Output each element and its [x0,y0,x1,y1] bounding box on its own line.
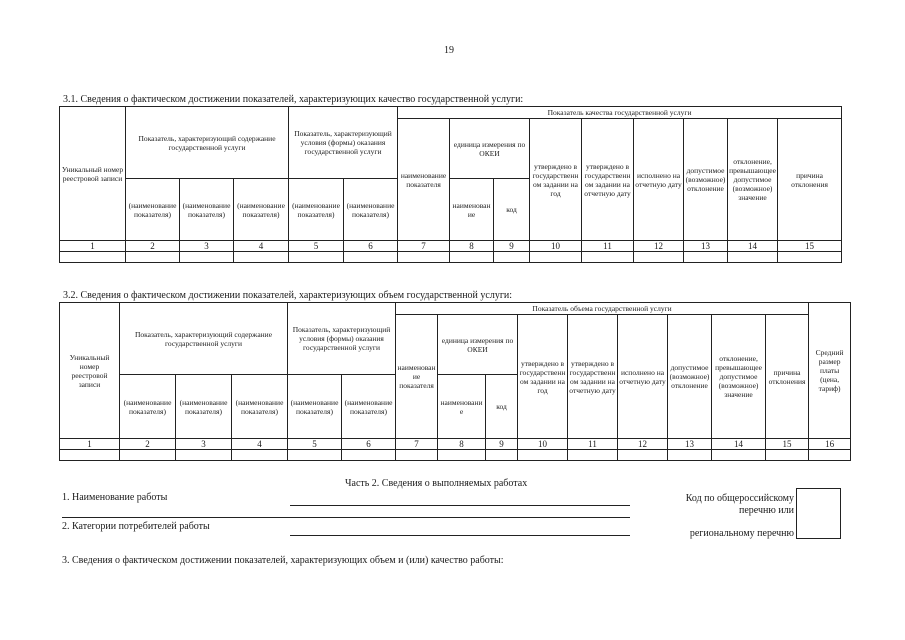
col-number: 9 [486,439,518,450]
data-cell[interactable] [582,252,634,263]
col-unit: единица измерения по ОКЕИ [438,315,518,375]
col-number: 8 [450,241,494,252]
code-box[interactable] [796,488,841,539]
work-name-line[interactable] [290,505,630,506]
data-cell[interactable] [120,450,176,461]
col-number: 2 [120,439,176,450]
data-cell[interactable] [234,252,289,263]
col-unit: единица измерения по ОКЕИ [450,119,530,179]
data-cell[interactable] [289,252,344,263]
col-number: 3 [180,241,234,252]
col-name: наименование показателя [398,119,450,241]
consumers-line[interactable] [290,535,630,536]
col-executed: исполнено на отчетную дату [618,315,668,439]
col-number: 15 [766,439,809,450]
col-number: 13 [684,241,728,252]
col-unit-name: наименование [438,375,486,439]
part2-title: Часть 2. Сведения о выполняемых работах [345,478,528,489]
col-executed: исполнено на отчетную дату [634,119,684,241]
col-number: 12 [634,241,684,252]
col-number: 4 [234,241,289,252]
col-number: 14 [712,439,766,450]
data-cell[interactable] [530,252,582,263]
col-unit-code: код [486,375,518,439]
col-content: Показатель, характеризующий содержание государственной услуги [120,303,288,375]
data-cell[interactable] [232,450,288,461]
col-number: 7 [398,241,450,252]
col-deviation: отклонение, превышающее допустимое (возможное) значение [728,119,778,241]
data-cell[interactable] [634,252,684,263]
col-deviation: отклонение, превышающее допустимое (возможное) значение [712,315,766,439]
data-cell[interactable] [494,252,530,263]
col-sub: (наименование показателя) [126,179,180,241]
data-cell[interactable] [712,450,766,461]
col-unique: Уникальный номер реестровой записи [60,107,126,241]
section-32-heading: 3.2. Сведения о фактическом достижении показателей, характеризующих объем государственной услуги: [63,290,513,301]
col-name: наименование показателя [396,315,438,439]
quality-header: Показатель качества государственной услуги [398,107,842,119]
work-name-label: 1. Наименование работы [62,492,168,503]
data-cell[interactable] [684,252,728,263]
col-sub: (наименование показателя) [120,375,176,439]
col-number: 6 [342,439,396,450]
code-label-1: Код по общероссийскому [685,493,794,504]
data-cell[interactable] [518,450,568,461]
data-cell[interactable] [668,450,712,461]
col-sub: (наименование показателя) [232,375,288,439]
col-approved-date: утверждено в государственном задании на отчетную дату [568,315,618,439]
col-content: Показатель, характеризующий содержание государственной услуги [126,107,289,179]
col-number: 5 [288,439,342,450]
data-cell[interactable] [398,252,450,263]
col-conditions: Показатель, характеризующий условия (формы) оказания государственной услуги [289,107,398,179]
data-cell[interactable] [60,252,126,263]
data-cell[interactable] [180,252,234,263]
data-cell[interactable] [778,252,842,263]
col-unit-name: наименование [450,179,494,241]
col-number: 15 [778,241,842,252]
col-number: 3 [176,439,232,450]
section-3-heading: 3. Сведения о фактическом достижении показателей, характеризующих объем и (или) качество работы: [62,555,504,566]
data-cell[interactable] [450,252,494,263]
quality-table [59,106,842,263]
page-number: 19 [444,45,454,56]
volume-table [59,302,851,461]
col-sub: (наименование показателя) [344,179,398,241]
data-cell[interactable] [342,450,396,461]
col-number: 9 [494,241,530,252]
data-cell[interactable] [126,252,180,263]
col-number: 13 [668,439,712,450]
data-cell[interactable] [396,450,438,461]
col-unique: Уникальный номер реестровой записи [60,303,120,439]
col-conditions: Показатель, характеризующий условия (формы) оказания государственной услуги [288,303,396,375]
data-cell[interactable] [60,450,120,461]
col-number: 8 [438,439,486,450]
section-31-heading: 3.1. Сведения о фактическом достижении показателей, характеризующих качество государственной услуги: [63,94,524,105]
col-number: 10 [518,439,568,450]
data-cell[interactable] [486,450,518,461]
col-number: 4 [232,439,288,450]
code-label-2: перечню или [738,505,794,516]
data-cell[interactable] [766,450,809,461]
data-cell[interactable] [344,252,398,263]
col-number: 5 [289,241,344,252]
col-approved-date: утверждено в государственном задании на отчетную дату [582,119,634,241]
col-sub: (наименование показателя) [176,375,232,439]
col-number: 7 [396,439,438,450]
data-cell[interactable] [728,252,778,263]
col-number: 1 [60,439,120,450]
col-sub: (наименование показателя) [180,179,234,241]
col-allowed: допустимое (возможное) отклонение [684,119,728,241]
col-reason: причина отклонения [778,119,842,241]
col-approved-year: утверждено в государственном задании на год [530,119,582,241]
col-number: 6 [344,241,398,252]
col-number: 16 [809,439,851,450]
col-reason: причина отклонения [766,315,809,439]
col-sub: (наименование показателя) [342,375,396,439]
data-cell[interactable] [568,450,618,461]
volume-header: Показатель объема государственной услуги [396,303,809,315]
data-cell[interactable] [809,450,851,461]
data-cell[interactable] [618,450,668,461]
data-cell[interactable] [176,450,232,461]
col-approved-year: утверждено в государственном задании на год [518,315,568,439]
col-sub: (наименование показателя) [288,375,342,439]
data-cell[interactable] [438,450,486,461]
col-number: 12 [618,439,668,450]
col-number: 1 [60,241,126,252]
col-number: 2 [126,241,180,252]
col-allowed: допустимое (возможное) отклонение [668,315,712,439]
data-cell[interactable] [288,450,342,461]
consumers-label: 2. Категории потребителей работы [62,521,210,532]
col-sub: (наименование показателя) [234,179,289,241]
col-number: 11 [582,241,634,252]
col-number: 11 [568,439,618,450]
code-label-3: региональному перечню [689,528,794,539]
work-name-line-2[interactable] [62,517,630,518]
col-sub: (наименование показателя) [289,179,344,241]
col-number: 14 [728,241,778,252]
col-unit-code: код [494,179,530,241]
col-price: Средний размер платы (цена, тариф) [809,303,851,439]
col-number: 10 [530,241,582,252]
